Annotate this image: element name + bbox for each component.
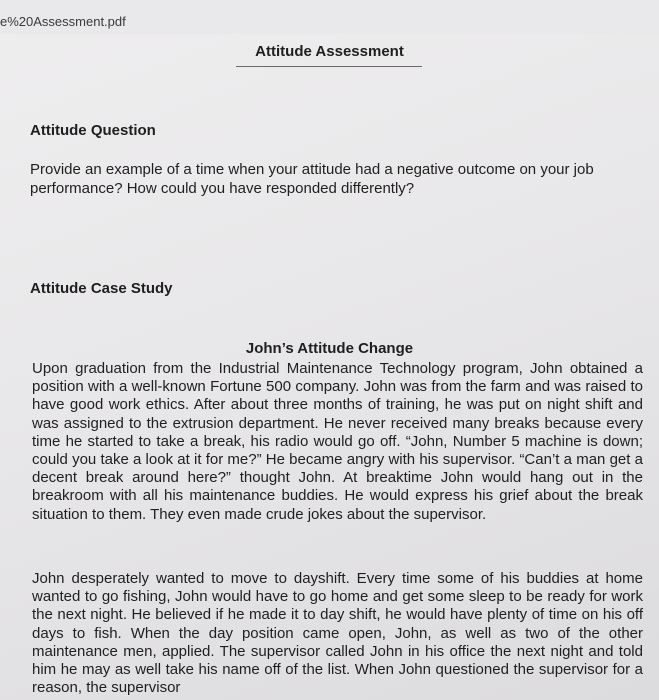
document-title: Attitude Assessment <box>255 43 404 60</box>
case-paragraph: John desperately wanted to move to dayshift. Every time some of his buddies at home wanted to go fishing, John would have to go home and get some sleep to be ready for work the next night. He believed if he made it to day shift, he would have plenty of time on his off days to fish. When the day position came open, John, as well as two of the other maintenance men, applied. The supervisor called John in his office the next night and told him he may as well take his name off of the list. When John questioned the supervisor for a reason, the supervisor <box>32 570 643 697</box>
pdf-tab-strip <box>0 0 659 34</box>
pdf-file-name[interactable]: e%20Assessment.pdf <box>0 14 126 29</box>
question-heading: Attitude Question <box>30 122 156 139</box>
question-text: Provide an example of a time when your attitude had a negative outcome on your job performance? How could you have responded differently? <box>30 161 594 197</box>
title-underline <box>236 66 422 67</box>
case-study-title: John’s Attitude Change <box>245 340 414 357</box>
pdf-page <box>0 34 659 700</box>
case-paragraph: Upon graduation from the Industrial Maintenance Technology program, John obtained a position with a well-known Fortune 500 company. John was from the farm and was raised to have good work ethics. After about three months of training, he was put on night shift and was assigned to the extrusion department. He never received many breaks because every time he started to take a break, his radio would go off. “John, Number 5 machine is down; could you take a look at it for me?” He became angry with his supervisor. “Can’t a man get a decent break around here?” thought John. At breaktime John would hang out in the breakroom with all his maintenance buddies. He would express his grief about the break situation to them. They even made crude jokes about the supervisor. <box>32 360 643 523</box>
case-study-heading: Attitude Case Study <box>30 280 173 297</box>
